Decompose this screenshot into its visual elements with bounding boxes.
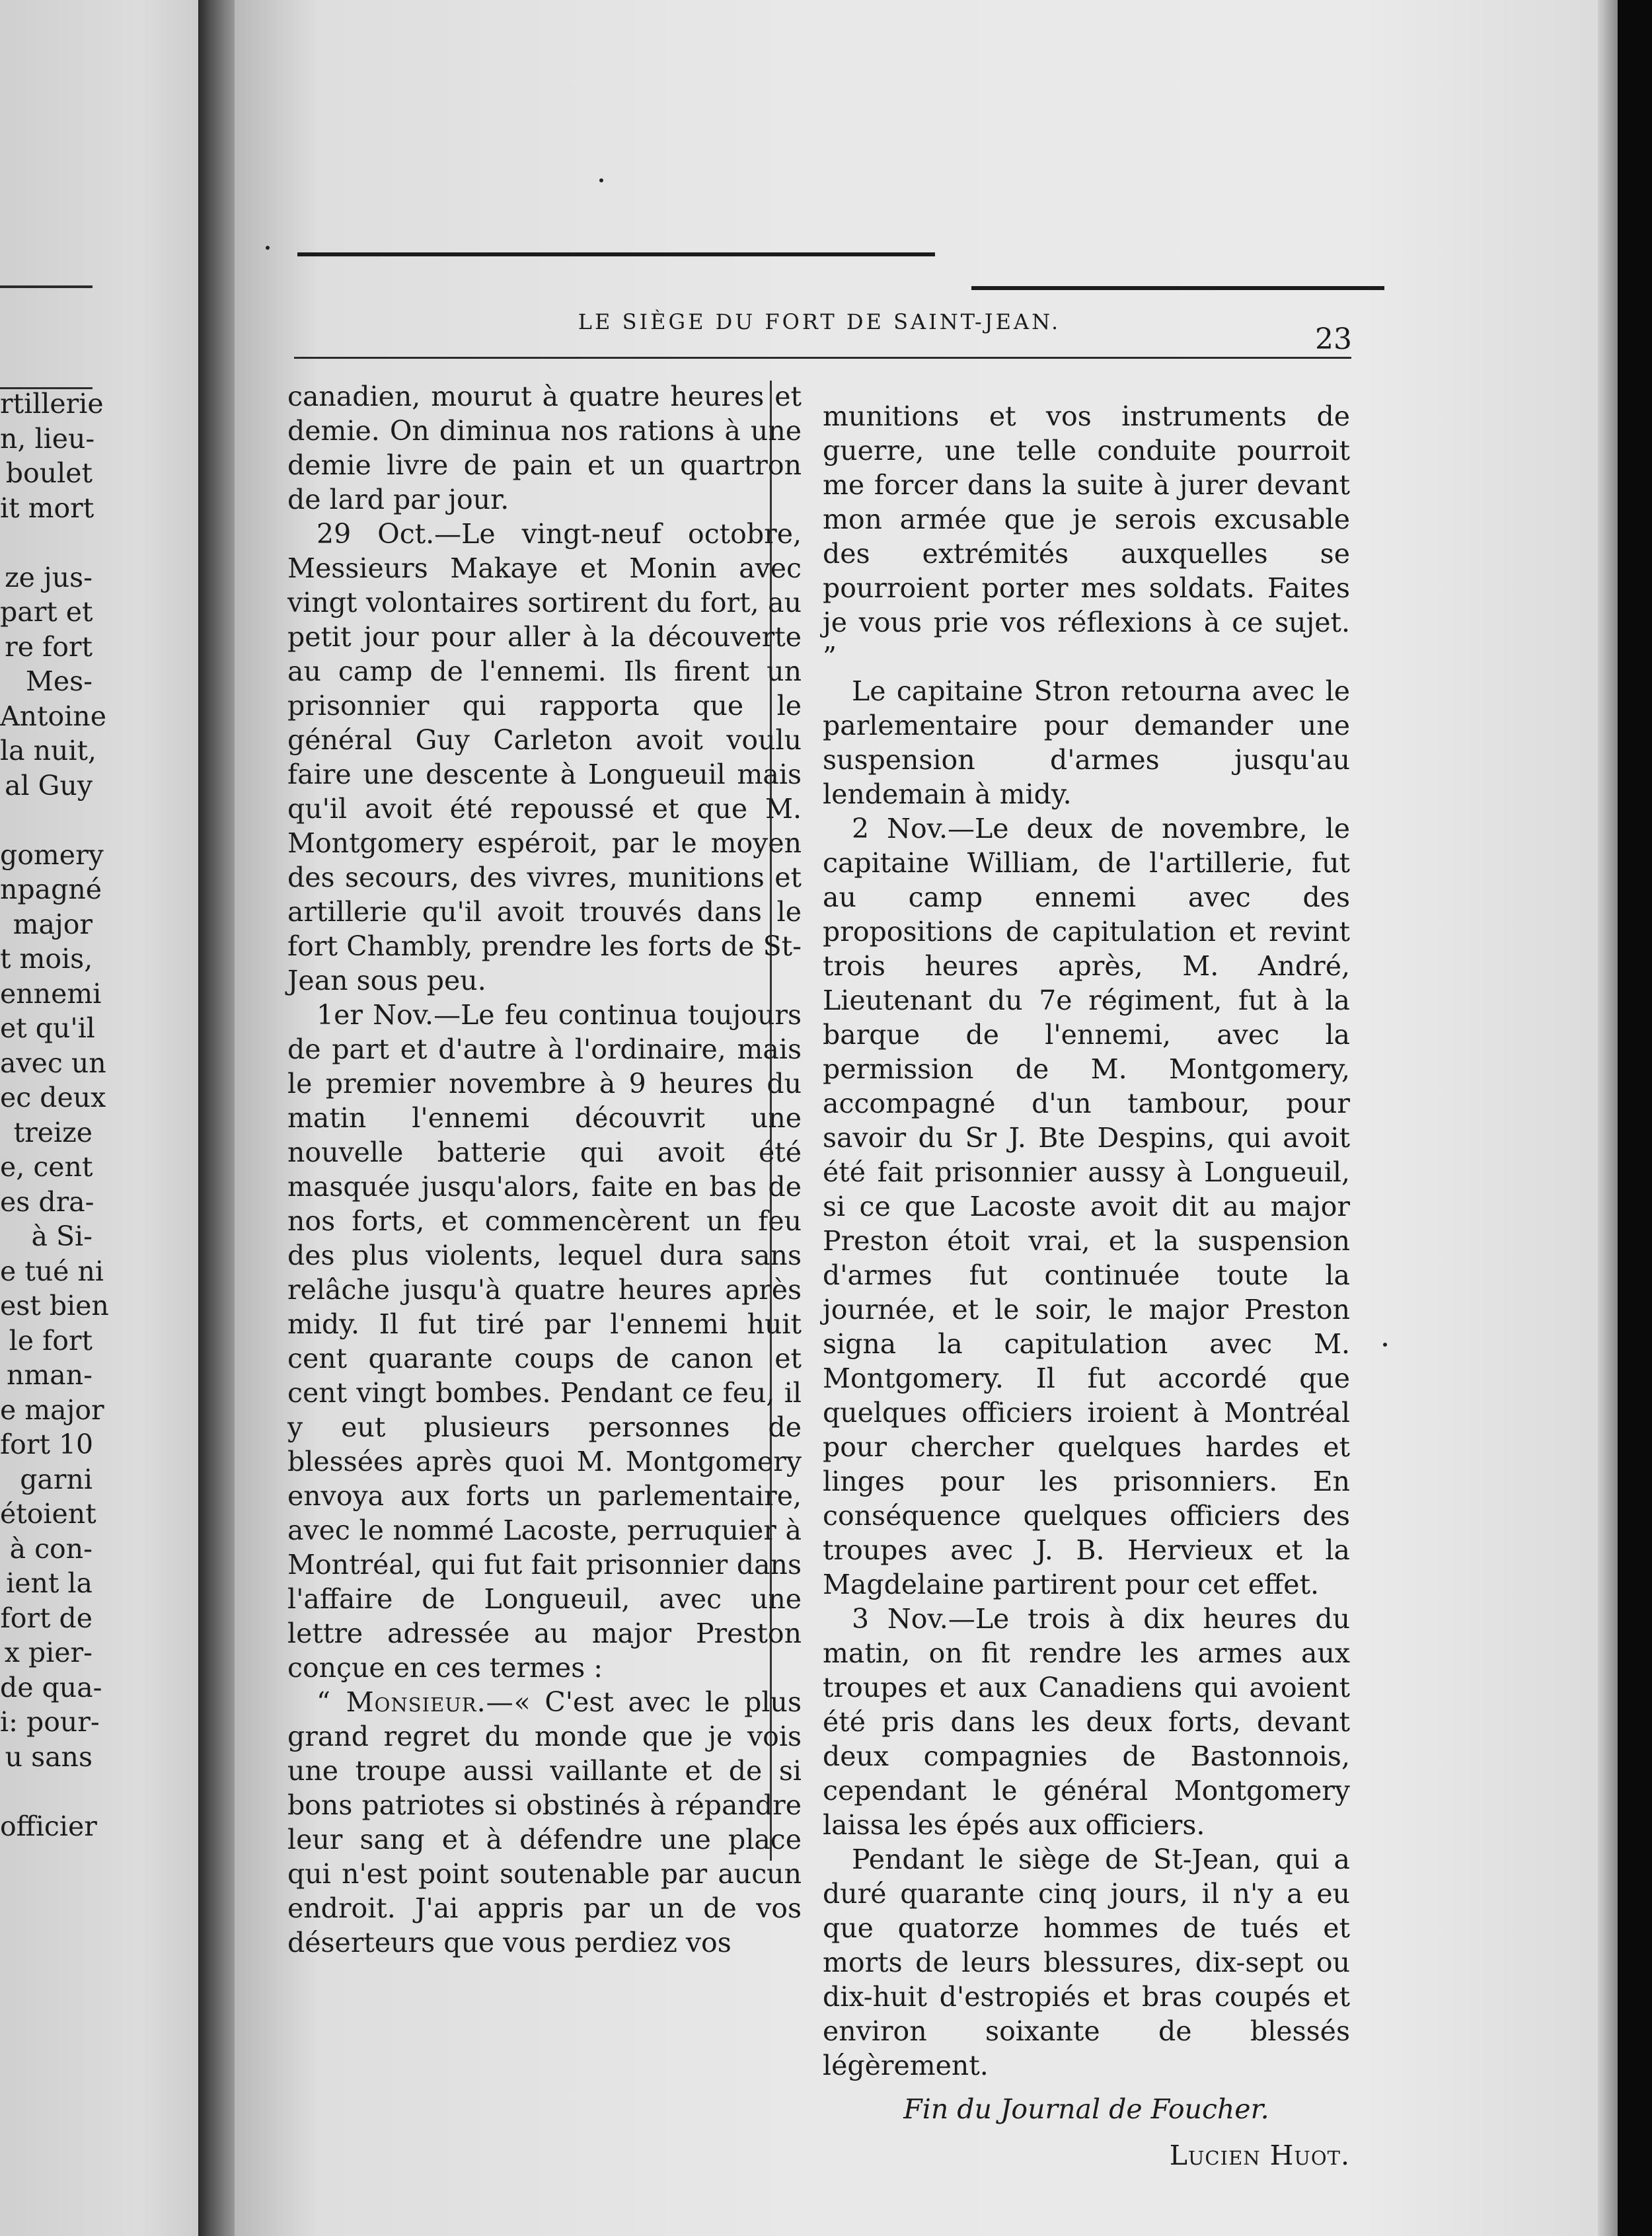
- left-page-line: est bien: [0, 1290, 109, 1322]
- print-speck: [1383, 1343, 1387, 1347]
- left-page-text: [0, 387, 109, 1844]
- left-page-line: Mes-: [25, 665, 93, 697]
- left-page-line: officier: [0, 1810, 97, 1842]
- left-page-line: la nuit,: [0, 735, 97, 766]
- left-page-line: et qu'il: [0, 1012, 95, 1044]
- book-gutter: [198, 0, 235, 2236]
- paragraph: 29 Oct.—Le vingt-neuf octobre, Messieurs Makaye et Monin avec vingt volontaires sortirent du fort, au petit jour pour aller à la découverte au camp de l'ennemi. Ils firent un prisonnier qui rapporta que le général Guy Carleton avoit voulu faire une descente à Longueuil mais qu'il avoit été repoussé et que M. Montgomery espéroit, par le moyen des secours, des vivres, munitions et artillerie qu'il avoit trouvés dans le fort Chambly, prendre les forts de St-Jean sous peu.: [287, 518, 802, 996]
- left-page-line: le fort: [9, 1324, 93, 1357]
- paragraph: 1er Nov.—Le feu continua toujours de part et d'autre à l'ordinaire, mais le premier novembre à 9 heures du matin l'ennemi découvrit une nouvelle batterie qui avoit été masquée jusqu'alors, faite en bas de nos forts, et commencèrent un feu des plus violents, lequel dura sans relâche jusqu'à quatre heures après midy. Il fut tiré par l'ennemi huit cent quarante coups de canon et cent vingt bombes. Pendant ce feu, il y eut plusieurs personnes de blessées après quoi M. Montgomery envoya aux forts un parlementaire, avec le nommé Lacoste, perruquier à Montréal, qui fut fait prisonnier dans l'affaire de Longueuil, avec une lettre adressée au major Preston conçue en ces termes :: [287, 999, 802, 1684]
- text-column-right: [823, 399, 1350, 2173]
- left-page-line: à Si-: [31, 1220, 93, 1252]
- left-page-fragment: [0, 0, 198, 2236]
- left-page-line: npagné: [0, 874, 102, 905]
- paragraph: munitions et vos instruments de guerre, une telle conduite pourroit me forcer dans la suite à jurer devant mon armée que je serois excusable des extrémités auxquelles se pourroient porter mes soldats. Faites je vous prie vos réflexions à ce sujet. ”: [823, 400, 1350, 673]
- running-head: LE SIÈGE DU FORT DE SAINT-JEAN.: [578, 309, 1061, 334]
- left-page-line: treize: [13, 1116, 93, 1148]
- page-edge-shadow: [1598, 0, 1618, 2236]
- left-page-line: [0, 803, 93, 838]
- left-page-line: ient la: [6, 1567, 93, 1599]
- left-page-line: à con-: [9, 1532, 93, 1565]
- left-page-line: fort de: [0, 1602, 93, 1634]
- letter-text: « C'est avec le plus grand regret du monde que je vois une troupe aussi vaillante et de si bons patriotes si obstinés à répandre leur sang et à défendre une place qui n'est point soutenable par aucun endroit. J'ai appris par un de vos déserteurs que vous perdiez vos: [287, 1686, 802, 1958]
- header-rule-left: [297, 252, 935, 256]
- paragraph: canadien, mourut à quatre heures et demie. On diminua nos rations à une demie livre de pain et un quartron de lard par jour.: [287, 381, 802, 515]
- scan-border: [1618, 0, 1652, 2236]
- left-page-line: de qua-: [0, 1671, 102, 1703]
- left-page-line: u sans: [5, 1740, 93, 1773]
- left-page-line: gomery: [0, 838, 104, 871]
- left-page-line: ennemi: [0, 977, 102, 1010]
- paragraph: Pendant le siège de St-Jean, qui a duré quarante cinq jours, il n'y a eu que quatorze hommes de tués et morts de leurs blessures, dix-sept ou dix-huit d'estropiés et bras coupés et environ soixante de blessés légèrement.: [823, 1844, 1350, 2081]
- left-page-line: fort 10: [0, 1429, 94, 1460]
- left-page-line: [0, 1774, 93, 1809]
- left-page-line: n, lieu-: [0, 422, 95, 455]
- left-page-line: Antoine: [0, 700, 106, 732]
- print-speck: [266, 246, 270, 250]
- left-page-line: nman-: [7, 1359, 93, 1391]
- left-page-line: e, cent: [0, 1151, 93, 1183]
- left-page-line: ze jus-: [5, 561, 93, 593]
- left-page-line: x pier-: [4, 1637, 93, 1668]
- left-page-line: es dra-: [0, 1185, 94, 1218]
- left-page-line: al Guy: [5, 769, 93, 801]
- left-page-line: rtillerie: [0, 388, 104, 420]
- left-page-line: re fort: [5, 630, 93, 663]
- print-speck: [599, 178, 603, 182]
- left-page-line: avec un: [0, 1047, 106, 1079]
- closing-note: Fin du Journal de Foucher.: [903, 2093, 1269, 2125]
- paragraph: 2 Nov.—Le deux de novembre, le capitaine William, de l'artillerie, fut au camp ennemi avec des propositions de capitulation et revint trois heures après, M. André, Lieutenant du 7e régiment, fut à la barque de l'ennemi, avec la permission de M. Montgomery, accompagné d'un tambour, pour savoir du Sr J. Bte Despins, qui avoit été fait prisonnier aussy à Longueuil, si ce que Lacoste avoit dit au major Preston étoit vrai, et la suspension d'armes fut continuée toute la journée, et le soir, le major Preston signa la capitulation avec M. Montgomery. Il fut accordé que quelques officiers iroient à Montréal pour chercher quelques hardes et linges pour les prisonniers. En conséquence quelques officiers des troupes avec J. B. Hervieux et la Magdelaine partirent pour cet effet.: [823, 813, 1350, 1600]
- left-page-line: ec deux: [0, 1082, 106, 1113]
- author-signature: Lucien Huot.: [1169, 2140, 1350, 2171]
- left-page-line: i: pour-: [0, 1706, 100, 1738]
- left-page-line: étoient: [0, 1498, 96, 1530]
- paragraph: Le capitaine Stron retourna avec le parlementaire pour demander une suspension d'armes jusqu'au lendemain à midy.: [823, 675, 1350, 810]
- page-number: 23: [1315, 322, 1352, 356]
- left-page-line: garni: [20, 1463, 93, 1495]
- paragraph: 3 Nov.—Le trois à dix heures du matin, on fit rendre les armes aux troupes et aux Canadiens qui avoient été pris dans les deux forts, devant deux compagnies de Bastonnois, cependant le général Montgomery laissa les épés aux officiers.: [823, 1603, 1350, 1841]
- header-rule-right: [971, 286, 1384, 290]
- left-page-line: major: [13, 908, 93, 940]
- left-page-line: e tué ni: [0, 1255, 104, 1287]
- letter-paragraph: [287, 1685, 802, 1960]
- left-page-line: e major: [0, 1394, 104, 1426]
- left-page-line: [0, 525, 93, 560]
- left-page-line: part et: [0, 596, 93, 628]
- salutation: “ Monsieur.—: [317, 1686, 514, 1718]
- left-page-line: boulet: [5, 457, 93, 489]
- left-page-rule: [0, 285, 93, 288]
- text-column-left: [287, 379, 802, 1960]
- left-page-line: it mort: [0, 492, 94, 524]
- running-head-rule: [294, 357, 1351, 359]
- left-page-line: t mois,: [0, 943, 93, 975]
